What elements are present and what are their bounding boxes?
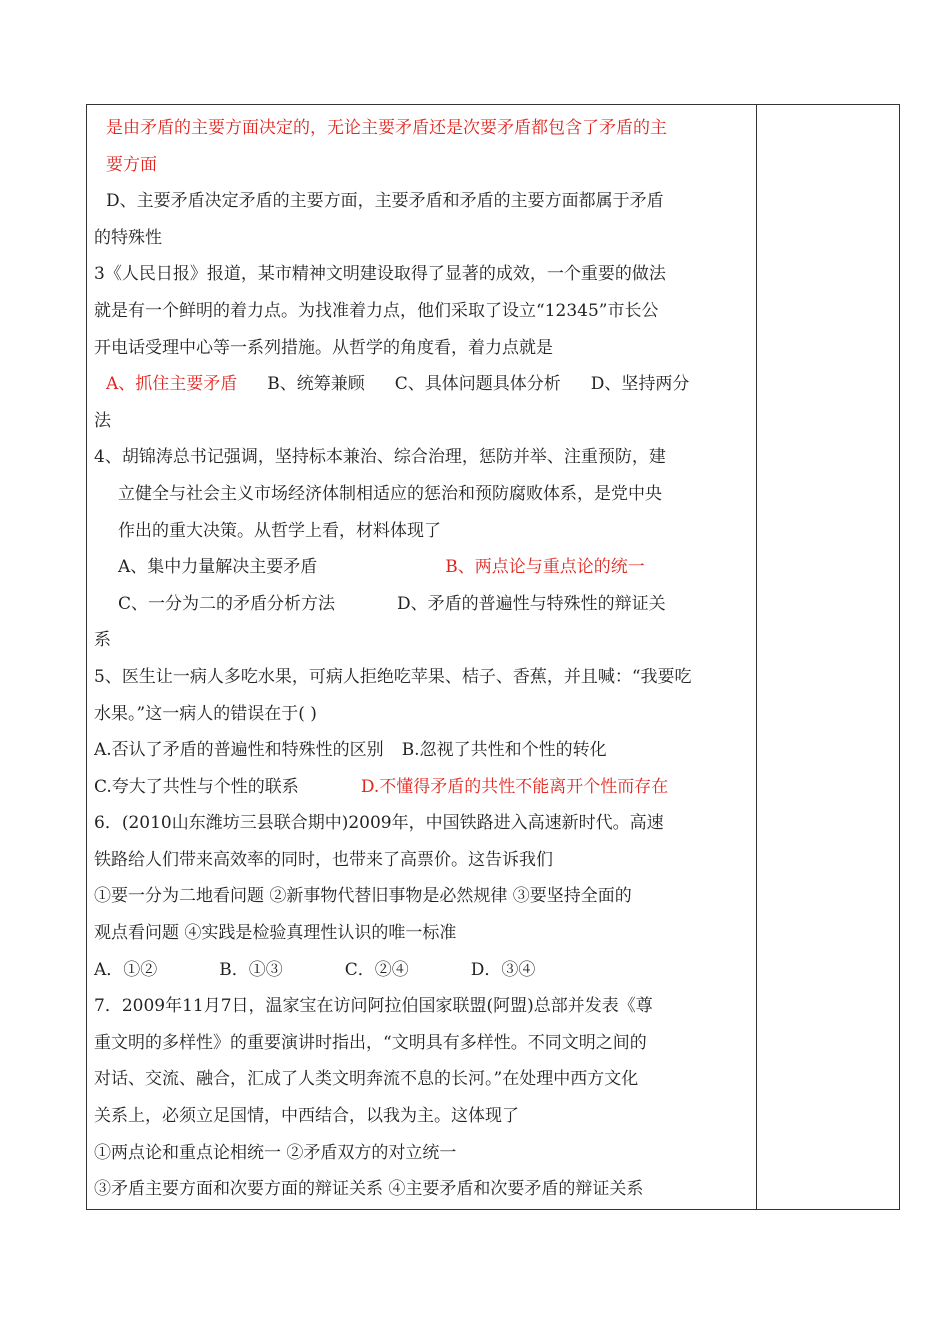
question-4-options: 系 xyxy=(94,630,111,651)
option-b: B、统筹兼顾 xyxy=(267,374,365,395)
question-7-line: 关系上，必须立足国情，中西结合，以我为主。这体现了 xyxy=(94,1106,519,1127)
question-5-options xyxy=(94,769,794,806)
question-6-options xyxy=(94,952,794,989)
question-7-line: 对话、交流、融合，汇成了人类文明奔流不息的长河。”在处理中西方文化 xyxy=(94,1069,639,1090)
question-6-line: 6．(2010山东潍坊三县联合期中)2009年，中国铁路进入高速新时代。高速 xyxy=(94,813,664,834)
option-a-answer: A、抓住主要矛盾 xyxy=(106,374,238,395)
question-5-line: 水果。”这一病人的错误在于( ) xyxy=(94,703,317,724)
question-4-line: 立健全与社会主义市场经济体制相适应的惩治和预防腐败体系，是党中央 xyxy=(118,483,662,504)
question-4-line: 4、胡锦涛总书记强调，坚持标本兼治、综合治理，惩防并举、注重预防，建 xyxy=(94,447,666,468)
question-4-options xyxy=(94,586,794,623)
answer-text-line: 要方面 xyxy=(106,154,157,175)
option-a: A.否认了矛盾的普遍性和特殊性的区别 xyxy=(94,740,384,761)
question-6-line: ①要一分为二地看问题 ②新事物代替旧事物是必然规律 ③要坚持全面的 xyxy=(94,886,632,907)
question-content xyxy=(94,110,794,1208)
option-c: C、一分为二的矛盾分析方法 xyxy=(118,593,336,614)
option-a: A．①② xyxy=(94,959,158,980)
option-d-line: D、主要矛盾决定矛盾的主要方面，主要矛盾和矛盾的主要方面都属于矛盾 xyxy=(106,191,664,212)
question-3-options: 法 xyxy=(94,410,111,431)
question-7-line: ①两点论和重点论相统一 ②矛盾双方的对立统一 xyxy=(94,1142,457,1163)
question-7-line: 重文明的多样性》的重要演讲时指出，“文明具有多样性。不同文明之间的 xyxy=(94,1032,647,1053)
option-c: C.夸大了共性与个性的联系 xyxy=(94,776,299,797)
option-b: B．①③ xyxy=(219,959,283,980)
question-5-options xyxy=(94,732,794,769)
option-b: B.忽视了共性和个性的转化 xyxy=(401,740,607,761)
question-3-line: 3《人民日报》报道，某市精神文明建设取得了显著的成效，一个重要的做法 xyxy=(94,264,666,285)
question-7-line: 7．2009年11月7日，温家宝在访问阿拉伯国家联盟(阿盟)总部并发表《尊 xyxy=(94,996,653,1017)
question-3-line: 就是有一个鲜明的着力点。为找准着力点，他们采取了设立“12345”市长公 xyxy=(94,300,659,321)
option-a: A、集中力量解决主要矛盾 xyxy=(118,557,318,578)
option-c: C．②④ xyxy=(344,959,409,980)
option-c: C、具体问题具体分析 xyxy=(394,374,561,395)
question-5-line: 5、医生让一病人多吃水果，可病人拒绝吃苹果、桔子、香蕉，并且喊：“我要吃 xyxy=(94,666,692,687)
option-d: D．③④ xyxy=(470,959,536,980)
question-7-line: ③矛盾主要方面和次要方面的辩证关系 ④主要矛盾和次要矛盾的辩证关系 xyxy=(94,1179,644,1200)
option-d: D、矛盾的普遍性与特殊性的辩证关 xyxy=(397,593,666,614)
question-4-line: 作出的重大决策。从哲学上看，材料体现了 xyxy=(118,520,441,541)
option-b-answer: B、两点论与重点论的统一 xyxy=(445,557,645,578)
question-3-line: 开电话受理中心等一系列措施。从哲学的角度看，着力点就是 xyxy=(94,337,553,358)
option-d: D、坚持两分 xyxy=(590,374,690,395)
question-4-options xyxy=(94,549,794,586)
question-6-line: 铁路给人们带来高效率的同时，也带来了高票价。这告诉我们 xyxy=(94,849,553,870)
question-6-line: 观点看问题 ④实践是检验真理性认识的唯一标准 xyxy=(94,923,457,944)
option-d-line: 的特殊性 xyxy=(94,227,162,248)
question-3-options xyxy=(94,366,794,403)
answer-text-line: 是由矛盾的主要方面决定的，无论主要矛盾还是次要矛盾都包含了矛盾的主 xyxy=(106,118,667,138)
option-d-answer: D.不懂得矛盾的共性不能离开个性而存在 xyxy=(360,776,669,797)
